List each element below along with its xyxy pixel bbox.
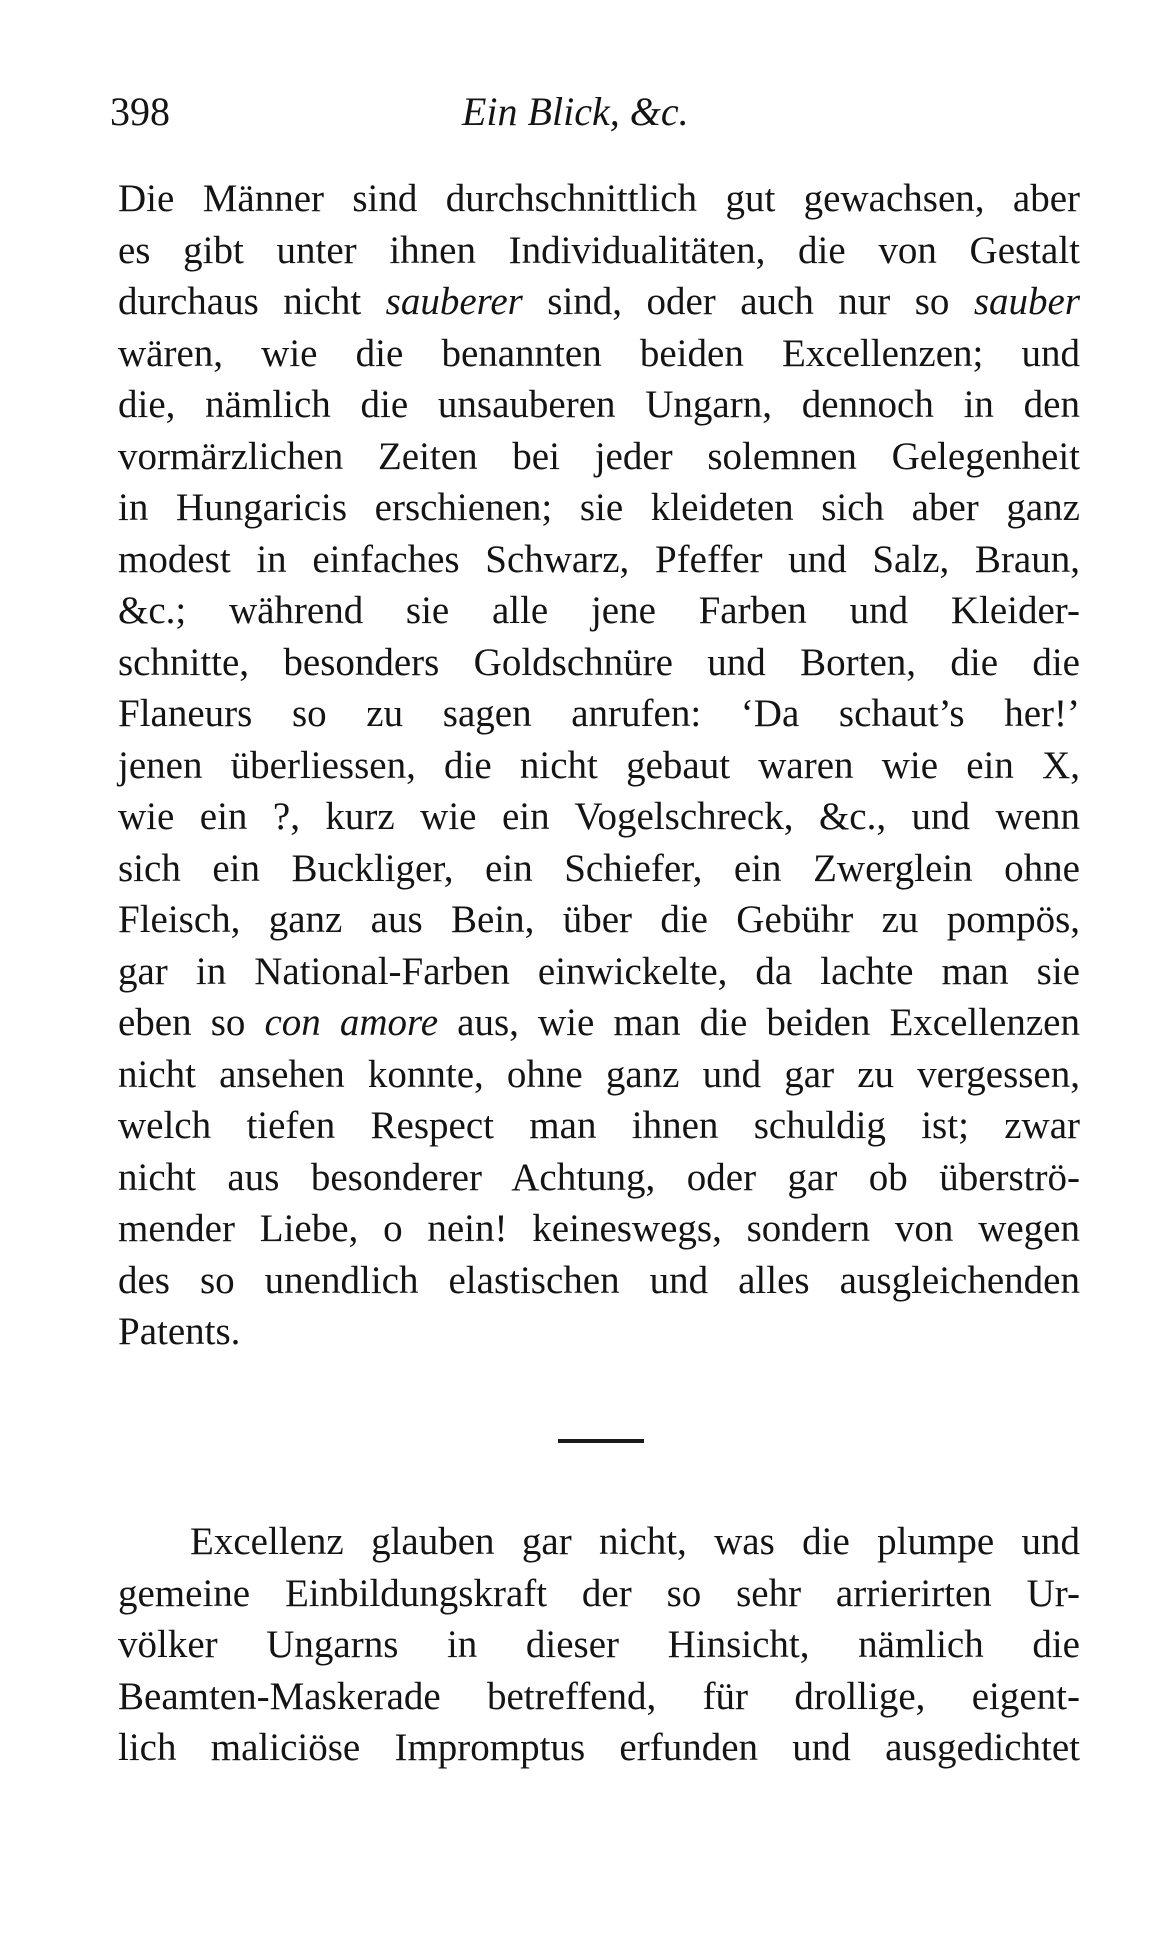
text-line: völker Ungarns in dieser Hinsicht, nämlich die: [118, 1623, 1080, 1666]
text-line: sich ein Buckliger, ein Schiefer, ein Zwerglein ohne: [118, 846, 1080, 890]
text-line: wie ein ?, kurz wie ein Vogelschreck, &c., und wenn: [118, 795, 1080, 838]
text-line: wären, wie die benannten beiden Excellenzen; und: [118, 331, 1080, 375]
text-line: in Hungaricis erschienen; sie kleideten sich aber ganz: [118, 486, 1080, 529]
text-line: welch tiefen Respect man ihnen schuldig ist; zwar: [118, 1104, 1080, 1147]
page-number: 398: [110, 89, 170, 134]
text-line: Die Männer sind durchschnittlich gut gewachsen, aber: [118, 177, 1080, 220]
text-line: nicht ansehen konnte, ohne ganz und gar zu vergessen,: [118, 1052, 1080, 1096]
italic-phrase: con amore: [264, 1001, 439, 1044]
paragraph-2: [118, 1516, 1080, 1774]
text-line: gar in National-Farben einwickelte, da lachte man sie: [118, 949, 1080, 993]
text-line: jenen überliessen, die nicht gebaut waren wie ein X,: [118, 743, 1080, 787]
text-line: schnitte, besonders Goldschnüre und Borten, die die: [118, 640, 1080, 684]
text-run: sind, oder auch nur so: [522, 280, 974, 323]
text-line: mender Liebe, o nein! keineswegs, sondern von wegen: [118, 1207, 1080, 1250]
text-line: [118, 997, 1080, 1049]
text-line: Flaneurs so zu sagen anrufen: ‘Da schaut’s her!’: [118, 692, 1080, 735]
text-run: durchaus nicht: [118, 280, 386, 323]
page-header: [110, 88, 1080, 148]
text-run: eben so: [118, 1001, 265, 1044]
text-line: nicht aus besonderer Achtung, oder gar ob überströ-: [118, 1155, 1080, 1199]
italic-word: sauber: [973, 280, 1080, 323]
text-line: Fleisch, ganz aus Bein, über die Gebühr zu pompös,: [118, 898, 1080, 941]
text-line: lich maliciöse Impromptus erfunden und ausgedichtet: [118, 1726, 1080, 1769]
text-line: gemeine Einbildungskraft der so sehr arrierirten Ur-: [118, 1571, 1080, 1615]
text-line: Beamten-Maskerade betreffend, für drollige, eigent-: [118, 1674, 1080, 1718]
text-run: aus, wie man die beiden Excellenzen: [438, 1001, 1080, 1044]
italic-word: sauberer: [385, 280, 523, 323]
text-line: des so unendlich elastischen und alles ausgleichenden: [118, 1258, 1080, 1302]
text-line: &c.; während sie alle jene Farben und Kleider-: [118, 589, 1080, 632]
text-line: es gibt unter ihnen Individualitäten, die von Gestalt: [118, 228, 1080, 272]
text-line: [118, 276, 1080, 328]
text-line: die, nämlich die unsauberen Ungarn, dennoch in den: [118, 383, 1080, 426]
section-divider: [558, 1439, 644, 1443]
text-line: Patents.: [118, 1310, 241, 1353]
paragraph-1: [118, 173, 1080, 1358]
text-line: modest in einfaches Schwarz, Pfeffer und Salz, Braun,: [118, 537, 1080, 581]
running-title: Ein Blick, &c.: [462, 89, 689, 134]
text-line: vormärzlichen Zeiten bei jeder solemnen Gelegenheit: [118, 434, 1080, 478]
text-line: Excellenz glauben gar nicht, was die plumpe und: [190, 1520, 1080, 1563]
